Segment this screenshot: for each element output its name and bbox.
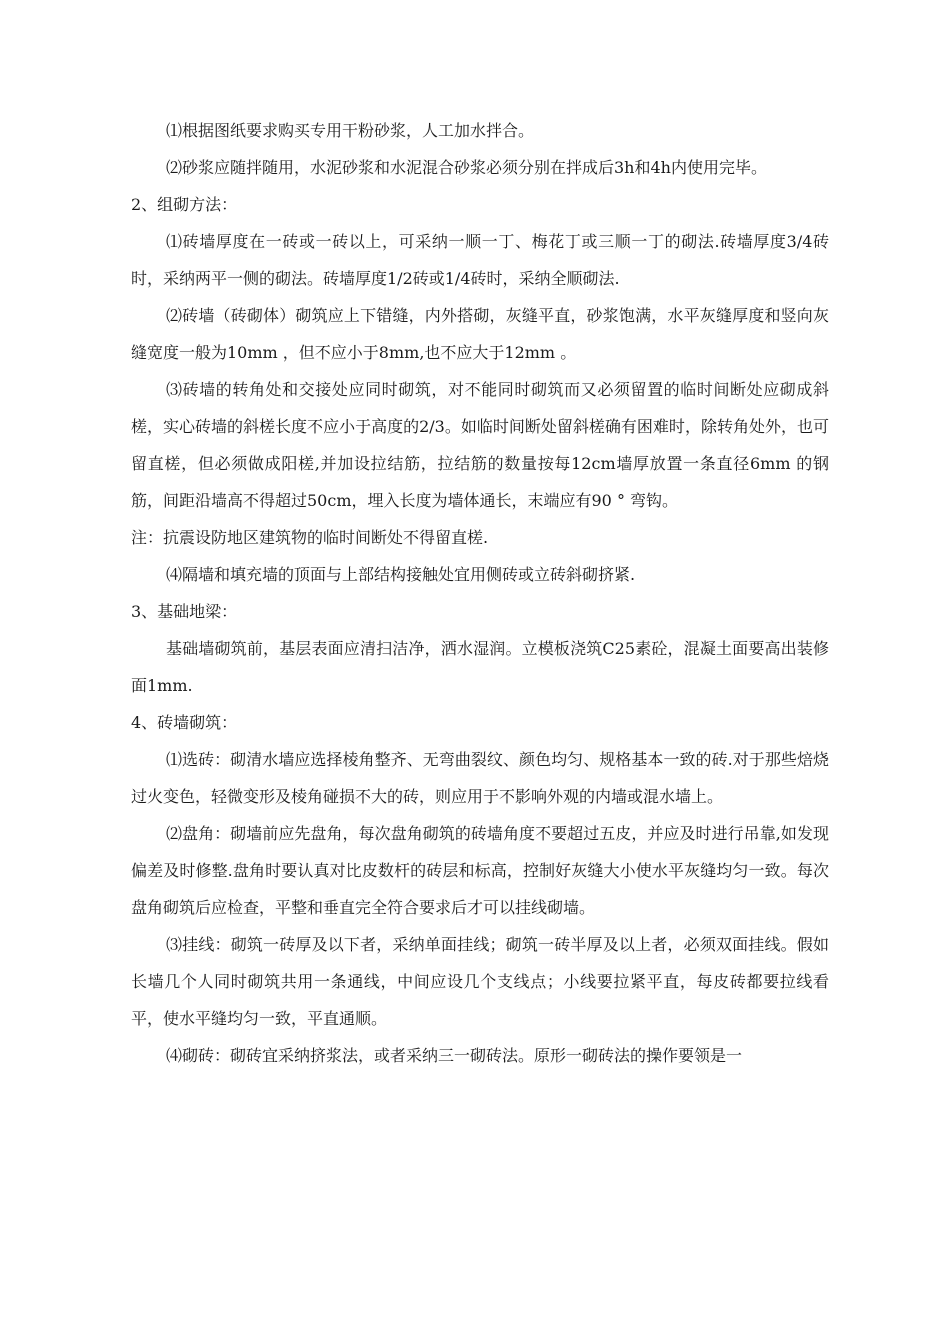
paragraph-brick-selection: ⑴选砖：砌清水墙应选择棱角整齐、无弯曲裂纹、颜色均匀、规格基本一致的砖.对于那些焙烧过火变色，轻微变形及棱角碰损不大的砖，则应用于不影响外观的内墙或混水墙上。	[131, 750, 829, 806]
note-seismic-zones: 注：抗震设防地区建筑物的临时间断处不得留直槎.	[131, 528, 489, 547]
paragraph-corners-junctions: ⑶砖墙的转角处和交接处应同时砌筑，对不能同时砌筑而又必须留置的临时间断处应砌成斜槎，实心砖墙的斜槎长度不应小于高度的2/3。如临时间断处留斜槎确有困难时，除转角处外，也可留直槎，但必须做成阳槎,并加设拉结筋，拉结筋的数量按每12cm墙厚放置一条直径6mm 的钢筋，间距沿墙高不得超过50cm，埋入长度为墙体通长，末端应有90 ° 弯钩。	[131, 380, 829, 510]
document-body	[131, 112, 829, 1074]
paragraph-brick-laying: ⑷砌砖：砌砖宜采纳挤浆法，或者采纳三一砌砖法。原形一砌砖法的操作要领是一	[166, 1046, 743, 1065]
paragraph-mortar-purchase: ⑴根据图纸要求购买专用干粉砂浆，人工加水拌合。	[166, 121, 535, 140]
paragraph-staggered-joints: ⑵砖墙（砖砌体）砌筑应上下错缝，内外搭砌，灰缝平直，砂浆饱满，水平灰缝厚度和竖向灰缝宽度一般为10mm ，但不应小于8mm,也不应大于12mm 。	[131, 306, 829, 362]
section-heading-brick-wall-laying: 4、砖墙砌筑：	[131, 713, 238, 732]
paragraph-foundation-wall: 基础墙砌筑前，基层表面应清扫洁净，洒水湿润。立模板浇筑C25素砼，混凝土面要高出装修面1mm.	[131, 639, 829, 695]
paragraph-mortar-usage: ⑵砂浆应随拌随用，水泥砂浆和水泥混合砂浆必须分别在拌成后3h和4h内使用完毕。	[166, 158, 767, 177]
paragraph-partition-walls: ⑷隔墙和填充墙的顶面与上部结构接触处宜用侧砖或立砖斜砌挤紧.	[166, 565, 636, 584]
paragraph-wall-thickness: ⑴砖墙厚度在一砖或一砖以上，可采纳一顺一丁、梅花丁或三顺一丁的砌法.砖墙厚度3/4砖时，采纳两平一侧的砌法。砖墙厚度1/2砖或1/4砖时，采纳全顺砌法.	[131, 232, 829, 288]
paragraph-line-hanging: ⑶挂线：砌筑一砖厚及以下者，采纳单面挂线；砌筑一砖半厚及以上者，必须双面挂线。假如长墙几个人同时砌筑共用一条通线，中间应设几个支线点；小线要拉紧平直，每皮砖都要拉线看平，使水平缝均匀一致，平直通顺。	[131, 935, 829, 1028]
section-heading-foundation-beam: 3、基础地梁：	[131, 602, 238, 621]
paragraph-corner-building: ⑵盘角：砌墙前应先盘角，每次盘角砌筑的砖墙角度不要超过五皮，并应及时进行吊靠,如发现偏差及时修整.盘角时要认真对比皮数杆的砖层和标高，控制好灰缝大小使水平灰缝均匀一致。每次盘角砌筑后应检查，平整和垂直完全符合要求后才可以挂线砌墙。	[131, 824, 829, 917]
section-heading-bonding-method: 2、组砌方法：	[131, 195, 238, 214]
